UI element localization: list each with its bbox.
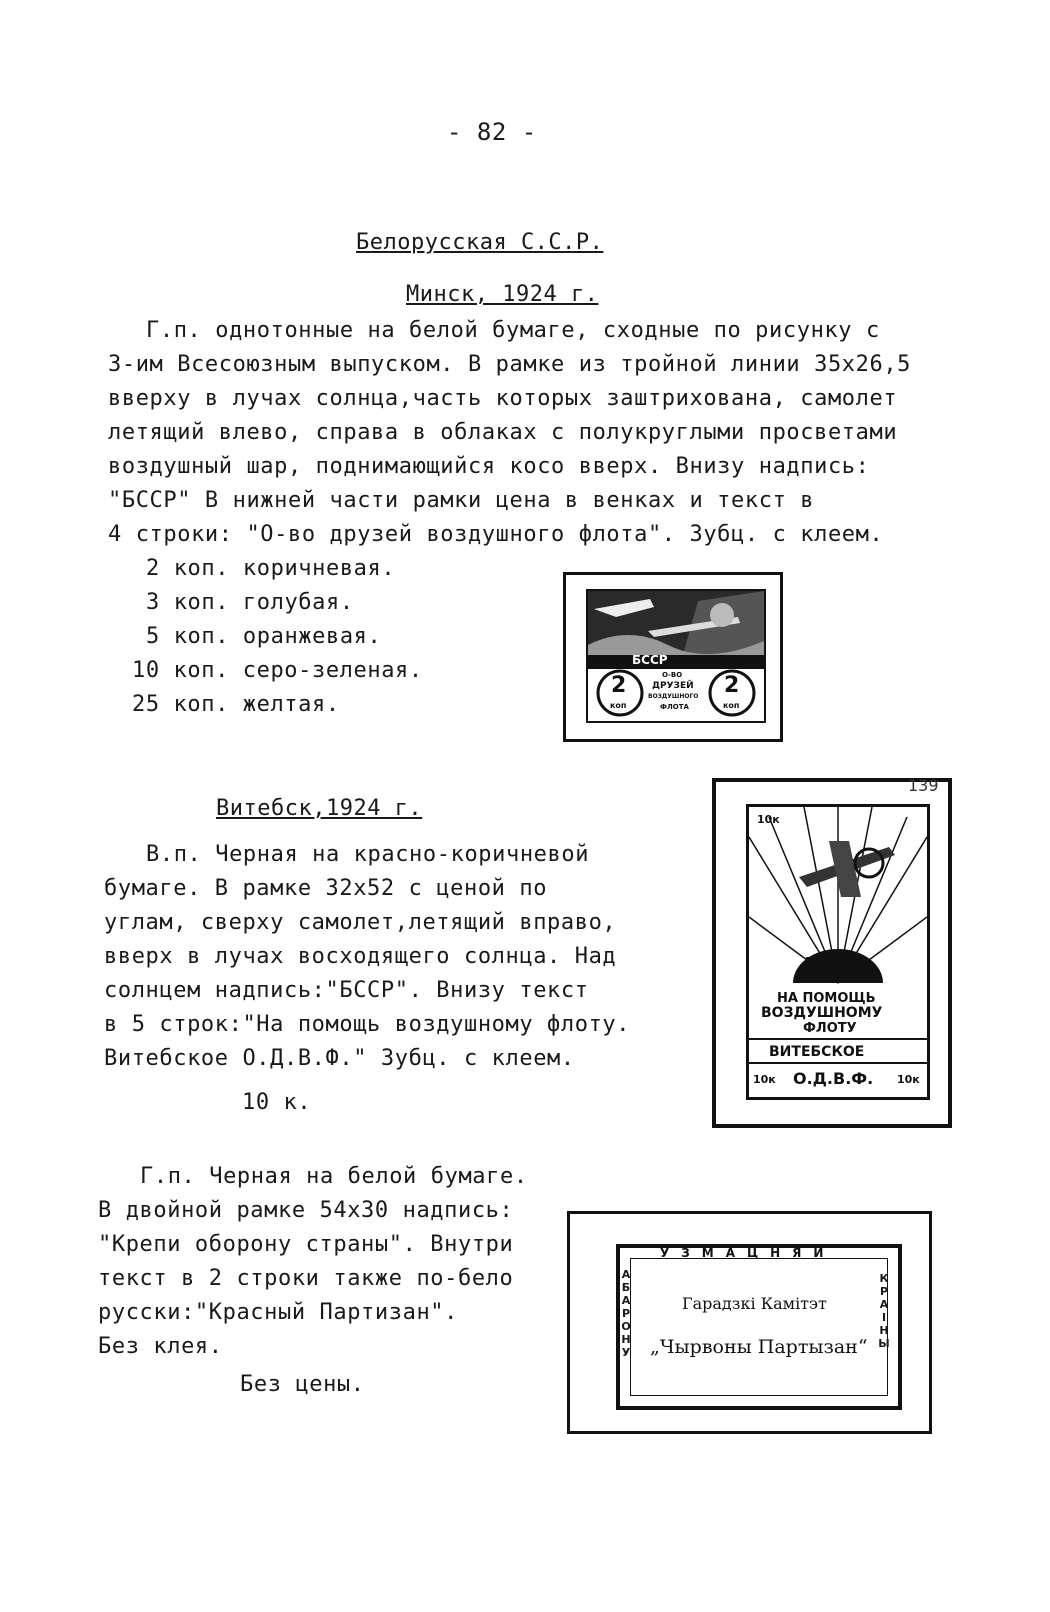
vitebsk-line: бумаге. В рамке 32х52 с ценой по — [104, 876, 548, 901]
minsk-line: воздушный шар, поднимающийся косо вверх. Внизу надпись: — [108, 454, 870, 479]
vitebsk-line: Витебское О.Д.В.Ф." Зубц. с клеем. — [104, 1046, 575, 1071]
stamp-minsk-denomination-left: 2 — [611, 673, 627, 698]
stamp-minsk-unit-left: коп — [610, 701, 627, 710]
stamp-minsk-brand: БССР — [632, 653, 668, 667]
minsk-line: Г.п. однотонные на белой бумаге, сходные по рисунку с — [146, 318, 880, 343]
vitebsk-line: углам, сверху самолет,летящий вправо, — [104, 910, 617, 935]
stamp-minsk-denomination-right: 2 — [724, 673, 740, 698]
section-heading: Белорусская С.С.Р. — [356, 230, 604, 255]
minsk-value: 2 коп. коричневая. — [146, 556, 396, 581]
stamp-vitebsk-text: НА ПОМОЩЬ — [777, 991, 876, 1006]
minsk-value: 25 коп. желтая. — [132, 692, 340, 717]
vitebsk-value: 10 к. — [242, 1090, 312, 1115]
vitebsk-line: В.п. Черная на красно-коричневой — [146, 842, 590, 867]
stamp-minsk-text: ВОЗДУШНОГО — [648, 693, 699, 700]
stamp-vitebsk-text: ФЛОТУ — [803, 1021, 857, 1036]
stamp-krasny-right: КРАІНЫ — [878, 1272, 890, 1350]
stamp-krasny-partizan — [567, 1211, 932, 1434]
minsk-line: 3-им Всесоюзным выпуском. В рамке из тройной линии 35х26,5 — [108, 352, 912, 377]
minsk-line: вверху в лучах солнца,часть которых заштрихована, самолет — [108, 386, 898, 411]
stamp-vitebsk-corner-value-br: 10к — [897, 1073, 920, 1086]
page-number: - 82 - — [447, 118, 537, 146]
stamp-vitebsk — [712, 778, 952, 1128]
minsk-value: 3 коп. голубая. — [146, 590, 354, 615]
stamp-vitebsk-brand: БССР — [805, 955, 865, 969]
stamp-vitebsk-frame — [746, 804, 930, 1100]
minsk-subheading: Минск, 1924 г. — [406, 282, 599, 307]
third-note: Без цены. — [240, 1372, 365, 1397]
stamp-krasny-line1: Гарадзкі Камітэт — [682, 1294, 827, 1313]
stamp-krasny-inner-frame — [630, 1258, 888, 1396]
third-line: русски:"Красный Партизан". — [98, 1300, 458, 1325]
stamp-vitebsk-corner-value-bl: 10к — [753, 1073, 776, 1086]
stamp-minsk-text: О-ВО — [662, 671, 683, 679]
third-line: Без клея. — [98, 1334, 223, 1359]
vitebsk-line: в 5 строк:"На помощь воздушному флоту. — [104, 1012, 631, 1037]
third-line: В двойной рамке 54х30 надпись: — [98, 1198, 514, 1223]
stamp-vitebsk-text: ВИТЕБСКОЕ — [769, 1044, 865, 1060]
stamp-minsk — [563, 572, 783, 742]
stamp-minsk-text: ДРУЗЕЙ — [652, 681, 694, 691]
vitebsk-line: вверх в лучах восходящего солнца. Над — [104, 944, 617, 969]
minsk-value: 10 коп. серо-зеленая. — [132, 658, 423, 683]
third-line: "Крепи оборону страны". Внутри — [98, 1232, 514, 1257]
stamp-krasny-frame — [616, 1244, 902, 1410]
stamp-vitebsk-corner-value: 10к — [757, 813, 780, 826]
stamp-vitebsk-org: О.Д.В.Ф. — [793, 1069, 874, 1088]
stamp-minsk-unit-right: коп — [723, 701, 740, 710]
minsk-value: 5 коп. оранжевая. — [146, 624, 382, 649]
minsk-line: летящий влево, справа в облаках с полукруглыми просветами — [108, 420, 898, 445]
third-line: Г.п. Черная на белой бумаге. — [140, 1164, 528, 1189]
vitebsk-line: солнцем надпись:"БССР". Внизу текст — [104, 978, 589, 1003]
stamp-vitebsk-text: ВОЗДУШНОМУ — [761, 1005, 883, 1021]
vitebsk-subheading: Витебск,1924 г. — [216, 796, 423, 821]
stamp-vitebsk-postmark: 139 — [908, 776, 939, 795]
stamp-krasny-line2: „Чырвоны Партызан“ — [650, 1336, 868, 1358]
stamp-minsk-text: ФЛОТА — [660, 703, 689, 711]
stamp-krasny-top: УЗМАЦНЯЙ — [660, 1246, 836, 1260]
minsk-line: 4 строки: "О-во друзей воздушного флота". Зубц. с клеем. — [108, 522, 884, 547]
third-line: текст в 2 строки также по-бело — [98, 1266, 514, 1291]
stamp-minsk-frame — [586, 589, 766, 723]
stamp-krasny-left: АБАРОНУ — [621, 1268, 631, 1359]
minsk-line: "БССР" В нижней части рамки цена в венках и текст в — [108, 488, 815, 513]
